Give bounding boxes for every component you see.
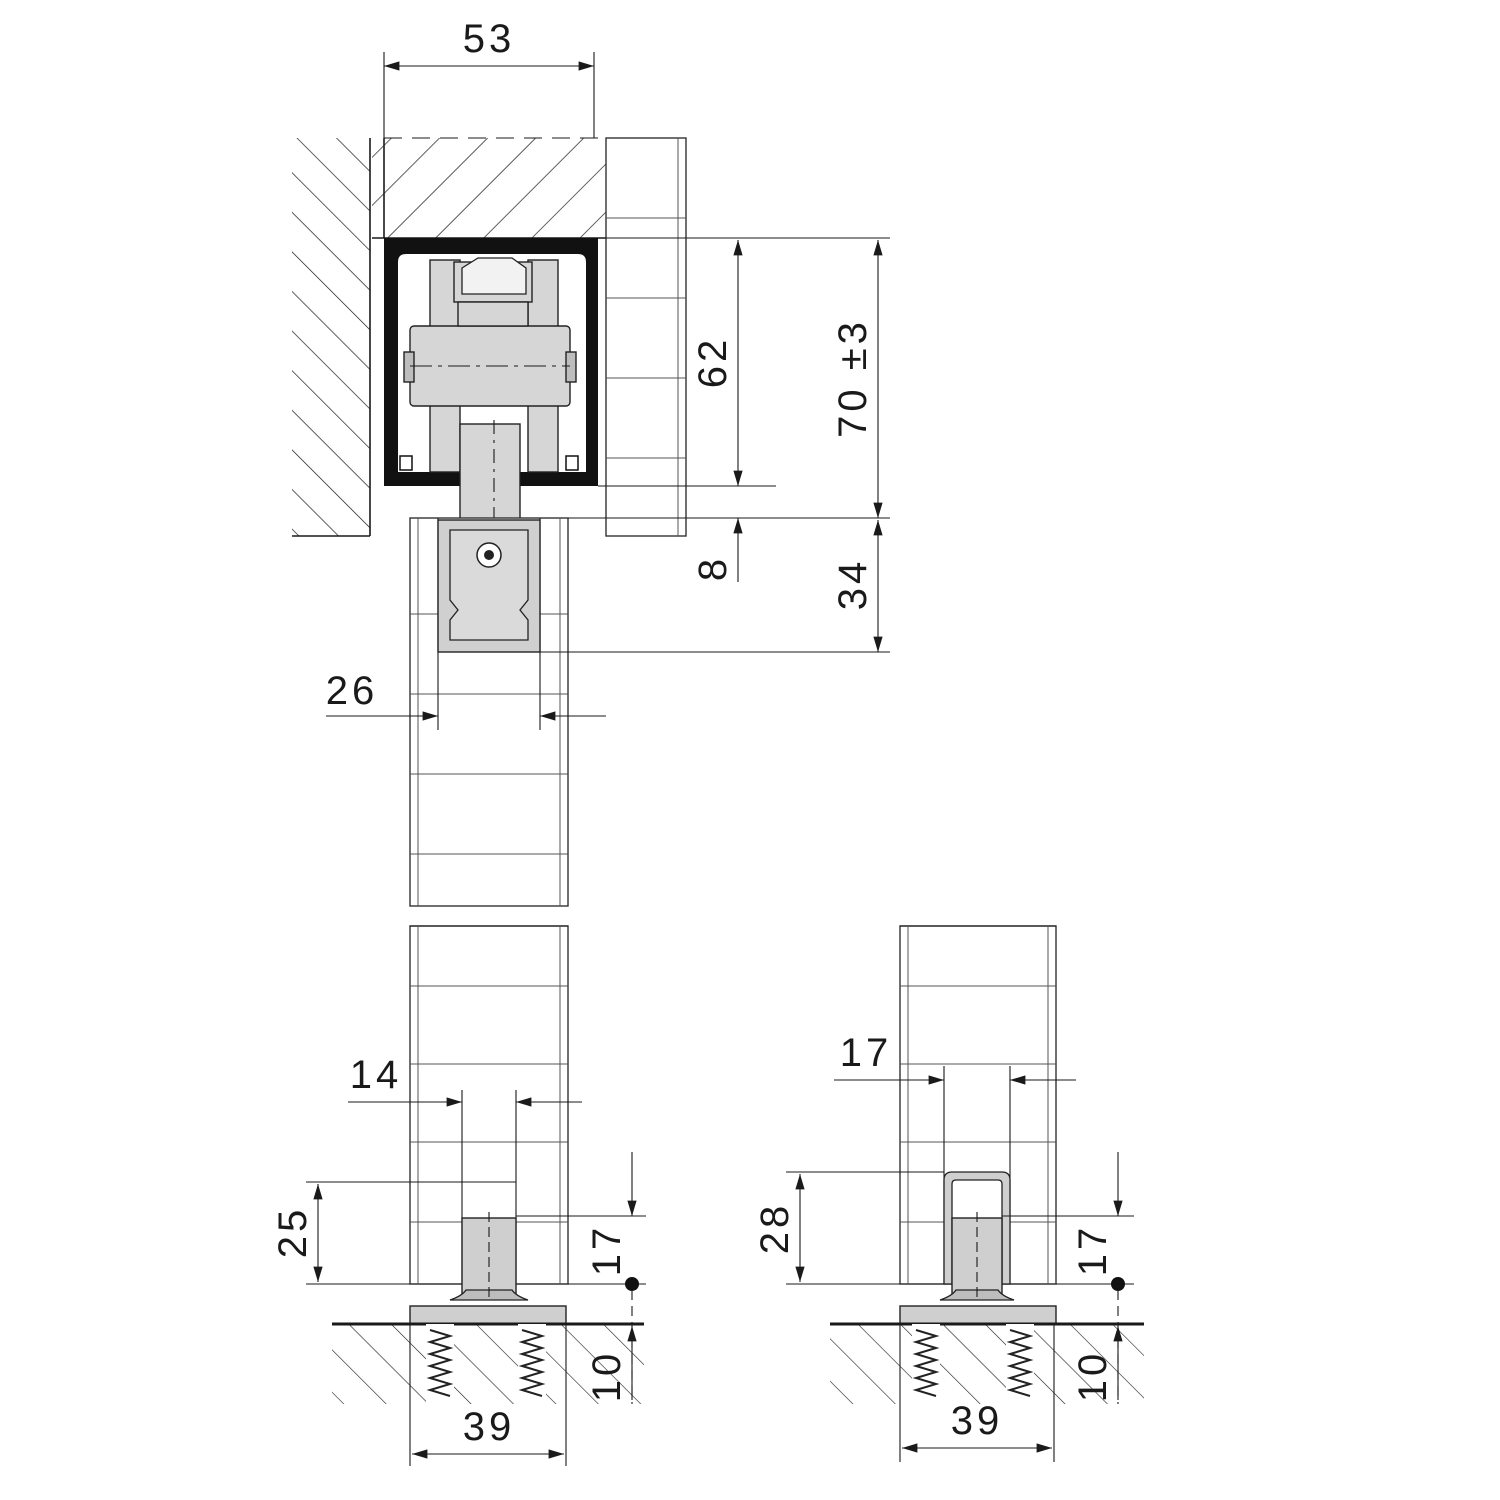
- dim-53: [384, 17, 594, 138]
- dim-label-14: 14: [349, 1053, 403, 1097]
- wall-section: [292, 138, 370, 536]
- screw-left-2: [518, 1324, 546, 1404]
- dim-label-17-top-right: 17: [839, 1031, 893, 1075]
- dim-34: [540, 520, 890, 652]
- dim-label-8: 8: [691, 554, 735, 582]
- dim-label-10-left: 10: [585, 1349, 629, 1403]
- dim-label-10-right: 10: [1071, 1349, 1115, 1403]
- dim-label-17-left: 17: [585, 1223, 629, 1277]
- dim-label-25: 25: [271, 1205, 315, 1259]
- dim-label-28: 28: [753, 1201, 797, 1255]
- door-panel-top-right: [606, 138, 686, 536]
- roller-carriage: [404, 258, 576, 560]
- screw-left-1: [426, 1324, 454, 1404]
- screw-right-2: [1006, 1324, 1034, 1404]
- screw-right-1: [912, 1324, 940, 1404]
- dim-label-70: 70 ±3: [831, 318, 875, 438]
- dim-label-62: 62: [691, 335, 735, 389]
- dim-label-17-right: 17: [1071, 1223, 1115, 1277]
- dim-label-39-left: 39: [462, 1405, 516, 1449]
- dim-label-39-right: 39: [950, 1399, 1004, 1443]
- dim-label-34: 34: [831, 557, 875, 611]
- dim-label-53: 53: [462, 17, 516, 61]
- hanger-bracket: [438, 520, 540, 652]
- dim-70: [831, 240, 878, 518]
- ceiling-block: [372, 138, 606, 238]
- dim-label-26: 26: [325, 669, 379, 713]
